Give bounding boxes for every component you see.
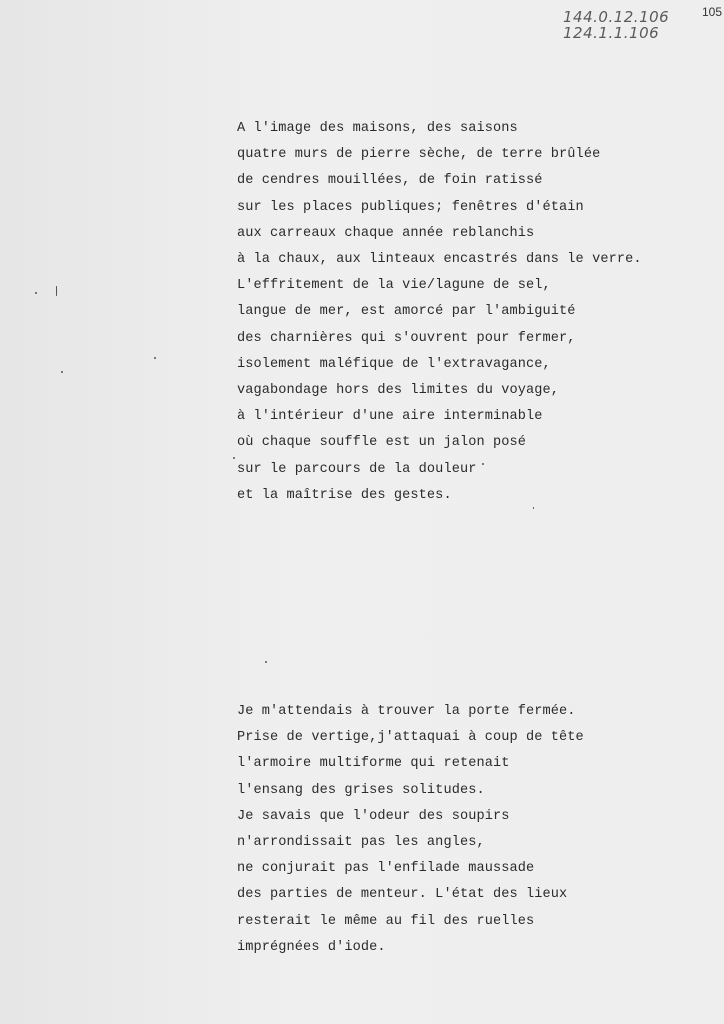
poem-line: Je m'attendais à trouver la porte fermée. [237,704,576,719]
poem-line: aux carreaux chaque année reblanchis [237,225,535,241]
archive-reference: 124.1.1.106 [563,24,660,42]
paper-speck [533,507,534,509]
paper-speck [265,661,267,663]
poem-line: l'ensang des grises solitudes. [237,782,485,798]
poem-line: quatre murs de pierre sèche, de terre brûlée [237,147,601,163]
page-number: 105 [701,5,722,19]
poem-line: A l'image des maisons, des saisons [237,121,518,136]
poem-line: à la chaux, aux linteaux encastrés dans le verre. [237,252,642,268]
paper-speck [233,457,235,459]
poem-line: sur les places publiques; fenêtres d'étain [237,199,584,215]
poem-line: sur le parcours de la douleur [237,461,477,477]
poem-line: Prise de vertige,j'attaquai à coup de tête [237,730,584,746]
poem-line: où chaque souffle est un jalon posé [237,435,527,451]
poem-line: ne conjurait pas l'enfilade maussade [237,861,535,877]
poem-line: L'effritement de la vie/lagune de sel, [237,278,551,294]
poem-line: des charnières qui s'ouvrent pour fermer, [237,330,576,346]
paper-speck [56,286,57,296]
poem-line: resterait le même au fil des ruelles [237,913,535,929]
archive-reference: 144.0.12.106 [563,8,670,26]
poem-line: et la maîtrise des gestes. [237,487,452,503]
poem-line: isolement maléfique de l'extravagance, [237,356,551,372]
poem-line: l'armoire multiforme qui retenait [237,756,510,772]
poem-line: n'arrondissait pas les angles, [237,835,485,851]
poem-line: imprégnées d'iode. [237,939,386,955]
poem-line: des parties de menteur. L'état des lieux [237,887,568,903]
poem-line: de cendres mouillées, de foin ratissé [237,173,543,189]
poem-stanza-1 [237,116,642,509]
poem-line: langue de mer, est amorcé par l'ambiguité [237,304,576,320]
poem-line: vagabondage hors des limites du voyage, [237,383,560,399]
paper-speck [482,463,484,465]
paper-speck [35,292,37,294]
paper-speck [154,357,156,359]
poem-line: Je savais que l'odeur des soupirs [237,808,510,824]
poem-stanza-2 [237,699,584,961]
poem-line: à l'intérieur d'une aire interminable [237,409,543,425]
paper-speck [61,371,63,373]
